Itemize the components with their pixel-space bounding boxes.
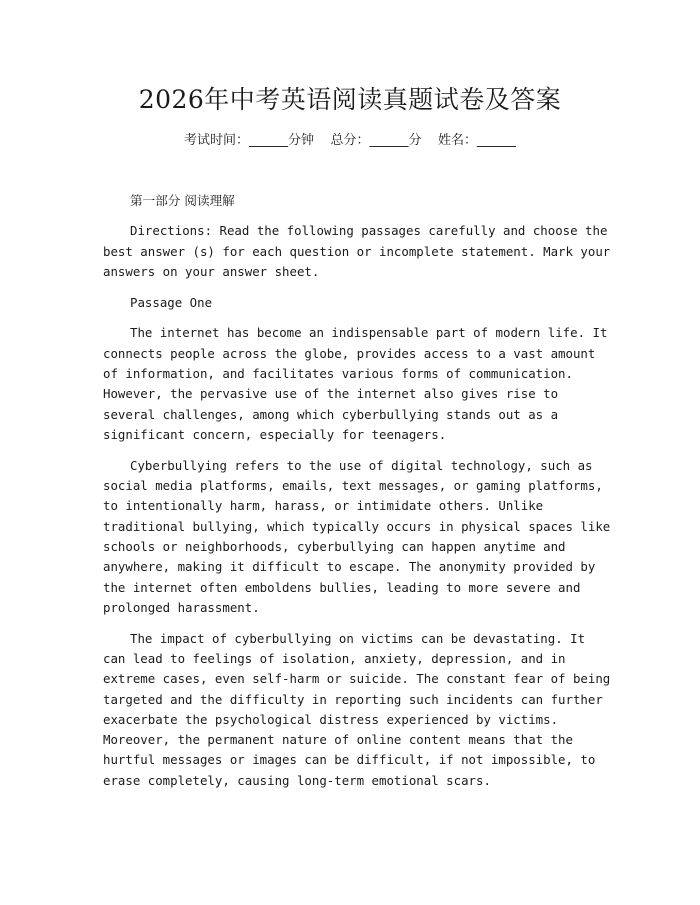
exam-meta-text: 考试时间：______分钟 总分：______分 姓名：______: [183, 133, 517, 148]
directions-paragraph: Directions: Read the following passages carefully and choose the best answer (s) for each question or incomplete statement. Mark your answers on your answer sheet.: [103, 223, 611, 279]
passage-paragraph-3: The impact of cyberbullying on victims can be devastating. It can lead to feelings of isolation, anxiety, depression, and in extreme cases, even self-harm or suicide. The constant fear of being targeted and the difficulty in reporting such incidents can further exacerbate the psychological distress experienced by victims. Moreover, the permanent nature of online content means that the hurtful messages or images can be difficult, if not impossible, to erase completely, causing long-term emotional scars.: [103, 630, 611, 788]
document-title: 2026年中考英语阅读真题试卷及答案: [138, 85, 562, 114]
exam-info-line: [0, 131, 700, 151]
section-heading: 第一部分 阅读理解: [130, 193, 235, 208]
passage-paragraph-1: The internet has become an indispensable part of modern life. It connects people across the globe, provides access to a vast amount of information, and facilitates various forms of communication. However, the pervasive use of the internet also gives rise to several challenges, among which cyberbullying stands out as a significant concern, especially for teenagers.: [103, 325, 608, 442]
passage-paragraph-2: Cyberbullying refers to the use of digital technology, such as social media platforms, emails, text messages, or gaming platforms, to intentionally harm, harass, or intimidate others. Unlike traditional bullying, which typically occurs in physical spaces like schools or neighborhoods, cyberbullying can happen anytime and anywhere, making it difficult to escape. The anonymity provided by the internet often emboldens bullies, leading to more severe and prolonged harassment.: [103, 457, 611, 615]
passage-label: Passage One: [130, 294, 213, 310]
document-body: [103, 191, 613, 802]
